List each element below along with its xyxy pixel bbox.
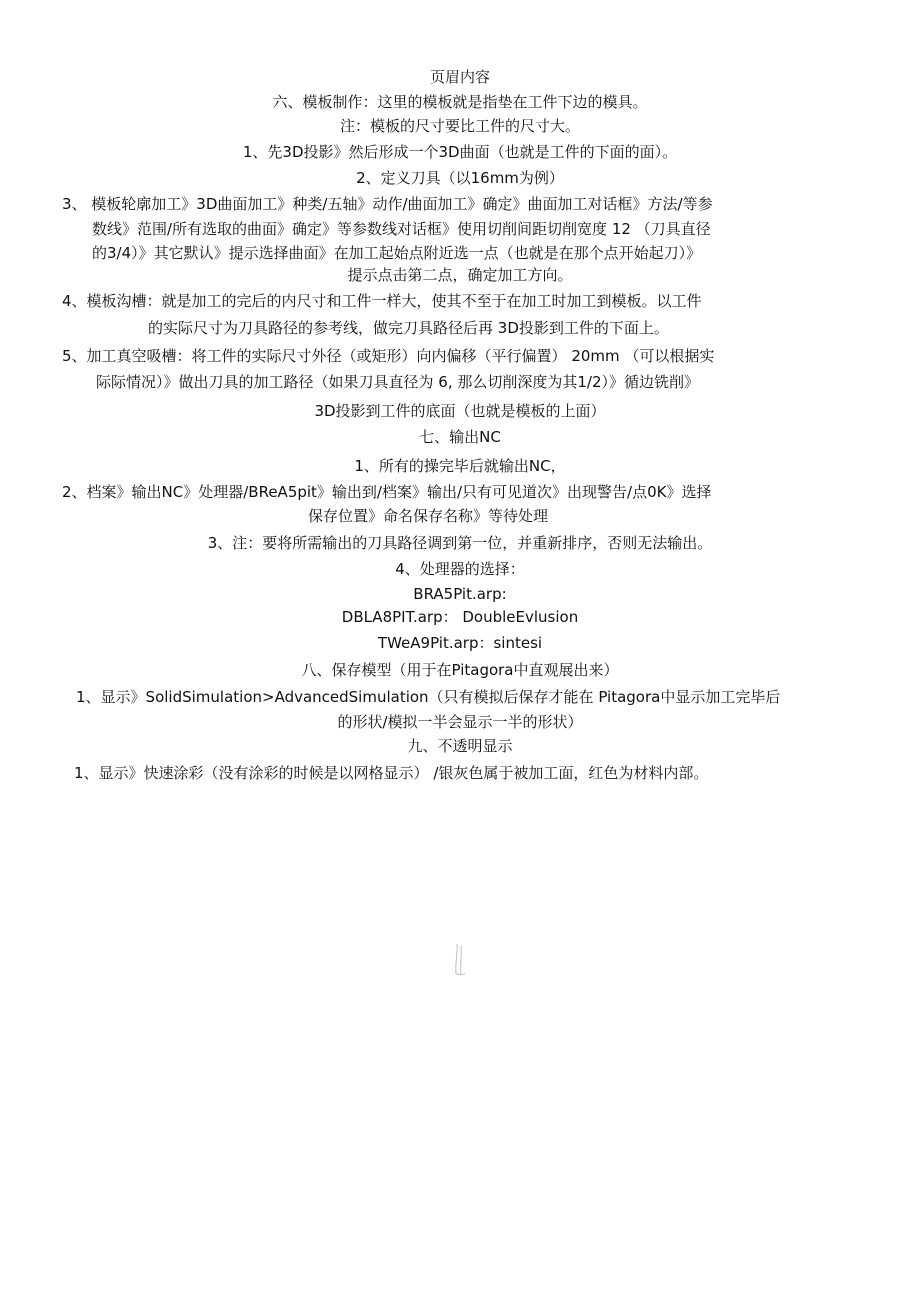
text-line: 的实际尺寸为刀具路径的参考线，做完刀具路径后再 3D投影到工件的下面上。 (148, 319, 669, 337)
text-line: 5、加工真空吸槽：将工件的实际尺寸外径（或矩形）向内偏移（平行偏置） 20mm （可以根据实 (62, 347, 715, 365)
section-heading: 八、保存模型（用于在Pitagora中直观展出来） (301, 661, 619, 679)
text-line: BRA5Pit.arp: (413, 585, 507, 603)
text-line: 4、模板沟槽：就是加工的完后的内尺寸和工件一样大，使其不至于在加工时加工到模板。以工件 (62, 292, 702, 310)
text-line: 提示点击第二点，确定加工方向。 (347, 266, 573, 284)
text-line: 1、显示》SolidSimulation>AdvancedSimulation（只有模拟后保存才能在 Pitagora中显示加工完毕后 (76, 688, 781, 706)
text-line: 际际情况）》做出刀具的加工路径（如果刀具直径为 6, 那么切削深度为其1/2）》循边铣削》 (96, 373, 699, 391)
text-line: DBLA8PIT.arp： DoubleEvlusion (341, 608, 579, 626)
text-line: 3D投影到工件的底面（也就是模板的上面） (314, 402, 606, 420)
text-line: 注：模板的尺寸要比工件的尺寸大。 (339, 117, 580, 135)
text-line: TWeA9Pit.arp：sintesi (377, 634, 543, 652)
section-heading: 七、输出NC (419, 428, 501, 446)
text-line: 3、 模板轮廓加工》3D曲面加工》种类/五轴》动作/曲面加工》确定》曲面加工对话框》方法/等参 (62, 195, 713, 213)
text-line: 3、注：要将所需输出的刀具路径调到第一位，并重新排序，否则无法输出。 (207, 534, 713, 552)
scribble-mark-icon (452, 942, 468, 978)
section-heading: 六、模板制作：这里的模板就是指垫在工件下边的模具。 (272, 93, 648, 111)
page-header: 页眉内容 (429, 68, 490, 86)
text-line: 2、定义刀具（以16mm为例） (356, 169, 564, 187)
text-line: 数线》范围/所有选取的曲面》确定》等参数线对话框》使用切削间距切削宽度 12 （刀具直径 (92, 220, 711, 238)
text-line: 的形状/模拟一半会显示一半的形状） (337, 713, 583, 731)
text-line: 保存位置》命名保存名称》等待处理 (308, 507, 549, 525)
text-line: 的3/4）》其它默认》提示选择曲面》在加工起始点附近选一点（也就是在那个点开始起刀）》 (92, 244, 702, 262)
text-line: 1、所有的操完毕后就输出NC， (354, 457, 566, 475)
section-heading: 九、不透明显示 (407, 737, 513, 755)
text-line: 1、先3D投影》然后形成一个3D曲面（也就是工件的下面的面）。 (242, 143, 678, 161)
text-line: 2、档案》输出NC》处理器/BReA5pit》输出到/档案》输出/只有可见道次》出现警告/点0K》选择 (62, 483, 712, 501)
text-line: 1、显示》快速涂彩（没有涂彩的时候是以网格显示） /银灰色属于被加工面，红色为材料内部。 (74, 764, 709, 782)
text-line: 4、处理器的选择： (395, 560, 525, 578)
